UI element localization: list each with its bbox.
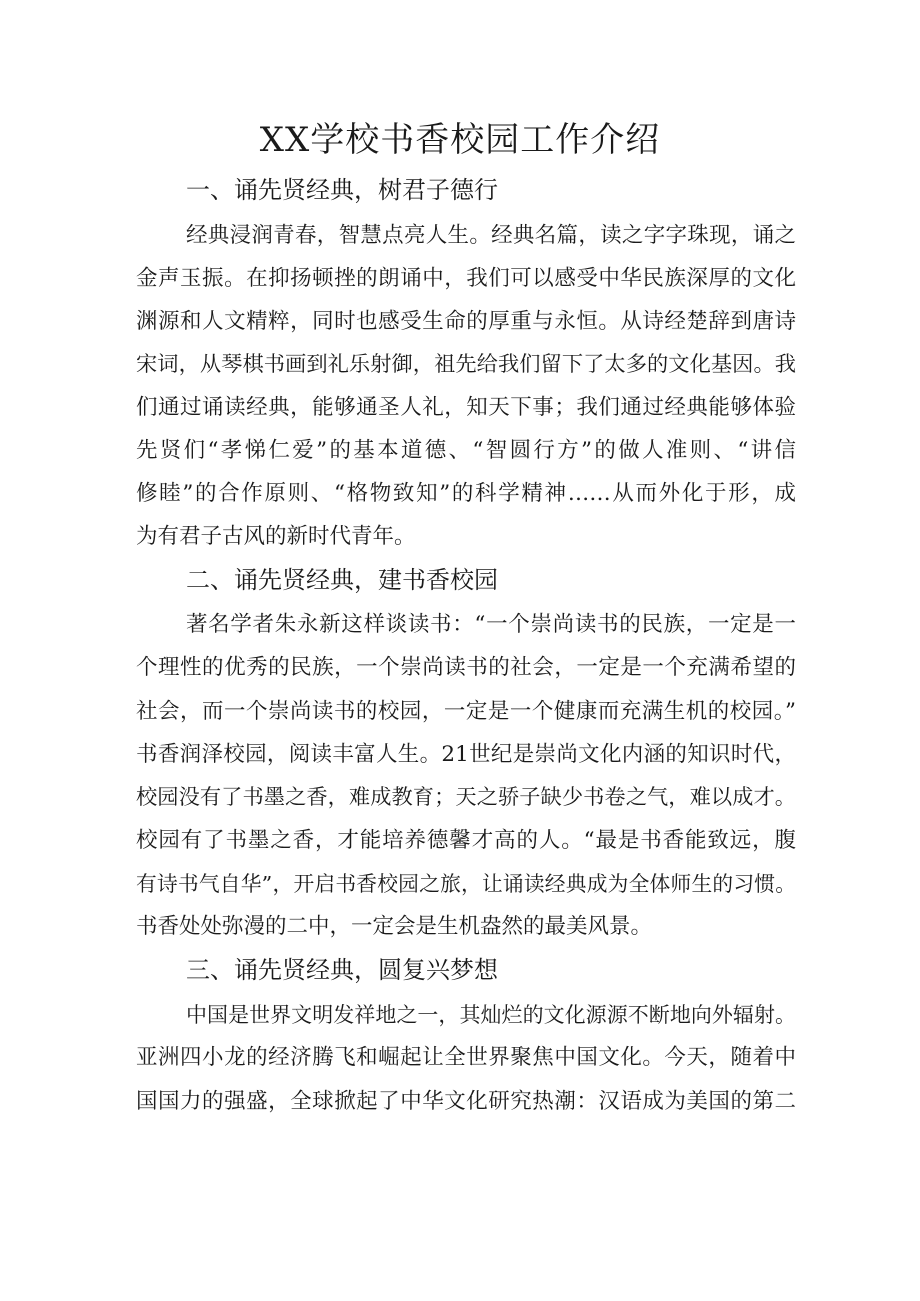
paragraph-line: 书香润泽校园，阅读丰富人生。21世纪是崇尚文化内涵的知识时代， xyxy=(136,742,796,767)
paragraph-line: 个理性的优秀的民族，一个崇尚读书的社会，一定是一个充满希望的 xyxy=(136,655,796,680)
section-heading-1: 一、诵先贤经典，树君子德行 xyxy=(186,176,498,204)
paragraph-line: 校园没有了书墨之香，难成教育；天之骄子缺少书卷之气，难以成才。 xyxy=(136,785,796,810)
document-title: XX学校书香校园工作介绍 xyxy=(259,120,661,160)
paragraph-line: 宋词，从琴棋书画到礼乐射御，祖先给我们留下了太多的文化基因。我 xyxy=(136,352,796,377)
paragraph-line: 著名学者朱永新这样谈读书：“一个崇尚读书的民族，一定是一 xyxy=(186,612,796,637)
section-heading-3: 三、诵先贤经典，圆复兴梦想 xyxy=(186,956,498,984)
paragraph-line: 渊源和人文精粹，同时也感受生命的厚重与永恒。从诗经楚辞到唐诗 xyxy=(136,309,796,334)
paragraph-line: 校园有了书墨之香，才能培养德馨才高的人。“最是书香能致远，腹 xyxy=(136,828,796,853)
paragraph-line: 书香处处弥漫的二中，一定会是生机盎然的最美风景。 xyxy=(136,914,653,939)
paragraph-line: 金声玉振。在抑扬顿挫的朗诵中，我们可以感受中华民族深厚的文化 xyxy=(136,266,796,291)
paragraph-line: 国国力的强盛，全球掀起了中华文化研究热潮：汉语成为美国的第二 xyxy=(136,1089,796,1114)
paragraph-line: 有诗书气自华”，开启书香校园之旅，让诵读经典成为全体师生的习惯。 xyxy=(136,872,796,896)
paragraph-line: 中国是世界文明发祥地之一，其灿烂的文化源源不断地向外辐射。 xyxy=(186,1003,796,1027)
paragraph-line: 修睦”的合作原则、“格物致知”的科学精神……从而外化于形，成 xyxy=(136,481,796,506)
paragraph-line: 先贤们“孝悌仁爱”的基本道德、“智圆行方”的做人准则、“讲信 xyxy=(136,438,796,463)
paragraph-line: 为有君子古风的新时代青年。 xyxy=(136,524,416,549)
paragraph-line: 们通过诵读经典，能够通圣人礼，知天下事；我们通过经典能够体验 xyxy=(136,395,796,420)
paragraph-line: 社会，而一个崇尚读书的校园，一定是一个健康而充满生机的校园。” xyxy=(136,699,796,724)
section-heading-2: 二、诵先贤经典，建书香校园 xyxy=(186,566,498,594)
paragraph-line: 亚洲四小龙的经济腾飞和崛起让全世界聚焦中国文化。今天，随着中 xyxy=(136,1045,796,1070)
paragraph-line: 经典浸润青春，智慧点亮人生。经典名篇，读之字字珠现，诵之 xyxy=(186,223,796,248)
